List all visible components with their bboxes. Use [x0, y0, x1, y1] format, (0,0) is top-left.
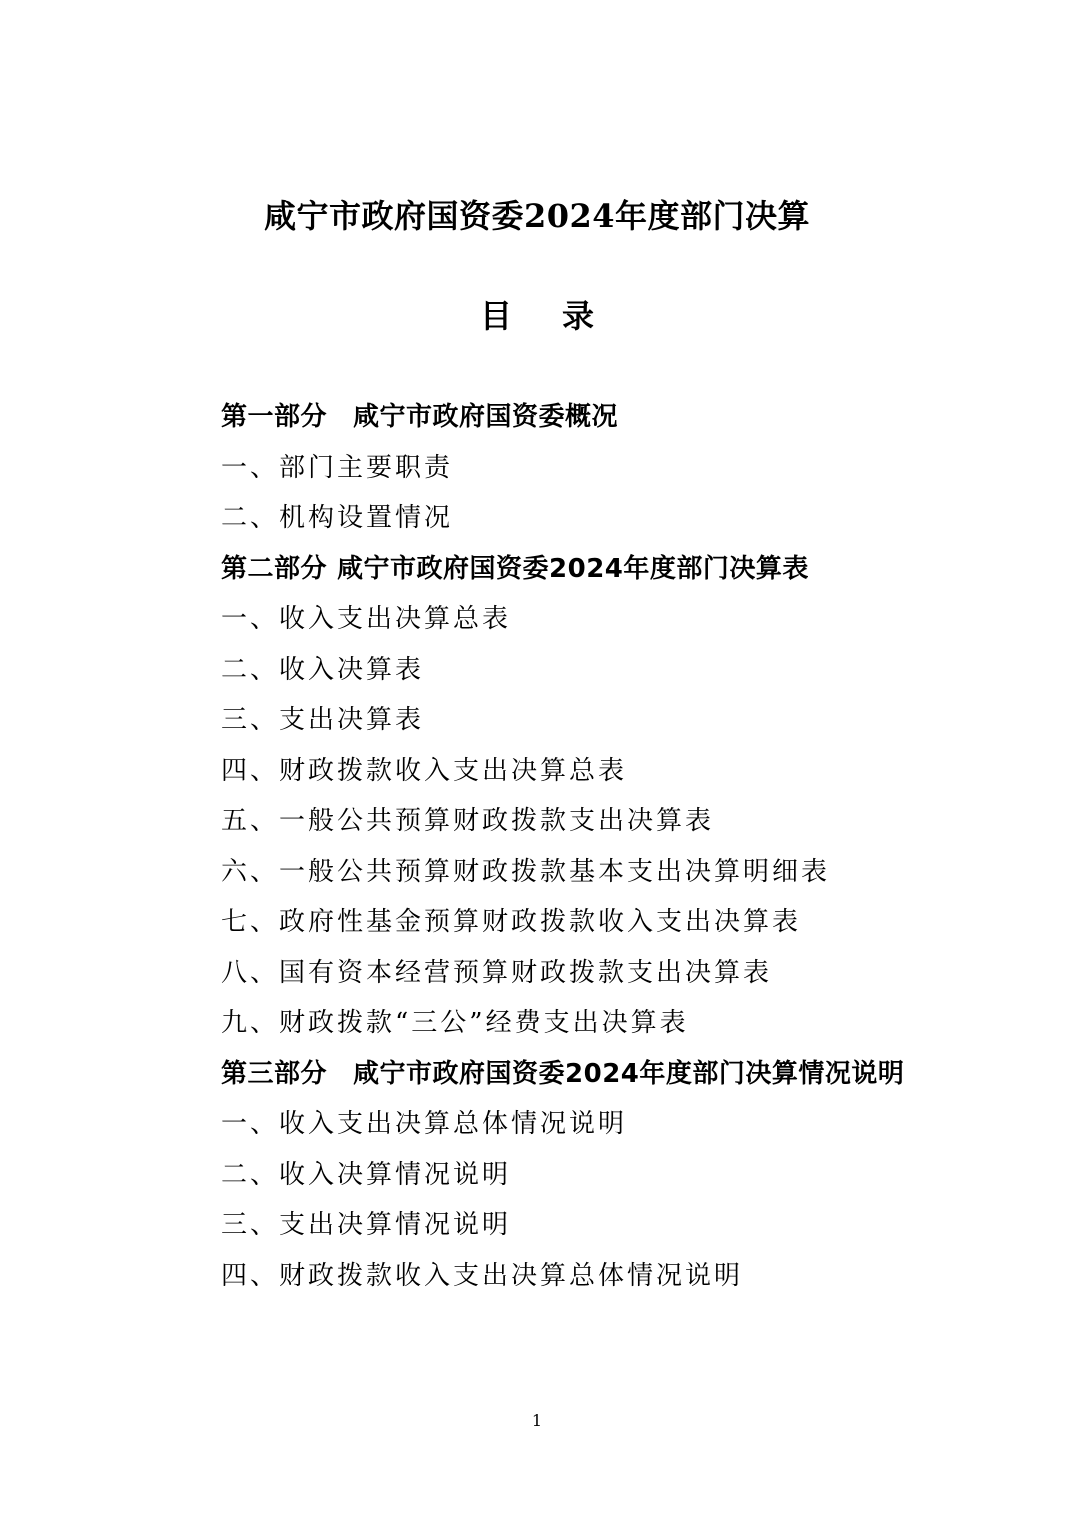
toc-item: 二、收入决算情况说明 [221, 1159, 512, 1190]
toc-part-1-heading [165, 392, 925, 443]
toc-heading: 目录 [479, 297, 644, 335]
toc-part-2-heading [165, 544, 925, 595]
toc-part-3-heading [165, 1049, 925, 1100]
document-title: 咸宁市政府国资委2024年度部门决算 [263, 197, 811, 235]
toc-part-3-title: 咸宁市政府国资委2024年度部门决算情况说明 [353, 1058, 905, 1089]
table-of-contents [165, 392, 925, 1301]
toc-part-3-label: 第三部分 [221, 1058, 328, 1089]
toc-part-2-title: 咸宁市政府国资委2024年度部门决算表 [337, 553, 809, 584]
toc-item: 二、收入决算表 [221, 654, 425, 685]
toc-item: 九、财政拨款“三公”经费支出决算表 [221, 1008, 689, 1038]
toc-item: 六、一般公共预算财政拨款基本支出决算明细表 [221, 856, 831, 887]
toc-item: 四、财政拨款收入支出决算总体情况说明 [221, 1260, 744, 1291]
toc-item: 一、收入支出决算总体情况说明 [221, 1109, 628, 1139]
toc-item: 二、机构设置情况 [221, 503, 454, 533]
toc-part-2-label: 第二部分 [221, 553, 328, 584]
toc-item: 七、政府性基金预算财政拨款收入支出决算表 [221, 907, 802, 937]
toc-item: 三、支出决算情况说明 [221, 1210, 512, 1240]
toc-item: 五、一般公共预算财政拨款支出决算表 [221, 806, 715, 836]
toc-item: 四、财政拨款收入支出决算总表 [221, 755, 628, 786]
toc-part-1-title: 咸宁市政府国资委概况 [353, 402, 619, 432]
toc-item: 一、收入支出决算总表 [221, 604, 512, 634]
page-number: 1 [531, 1411, 543, 1430]
toc-item: 一、部门主要职责 [221, 452, 454, 483]
toc-item: 三、支出决算表 [221, 705, 425, 735]
toc-part-1-label: 第一部分 [221, 402, 328, 432]
toc-item: 八、国有资本经营预算财政拨款支出决算表 [221, 957, 773, 988]
